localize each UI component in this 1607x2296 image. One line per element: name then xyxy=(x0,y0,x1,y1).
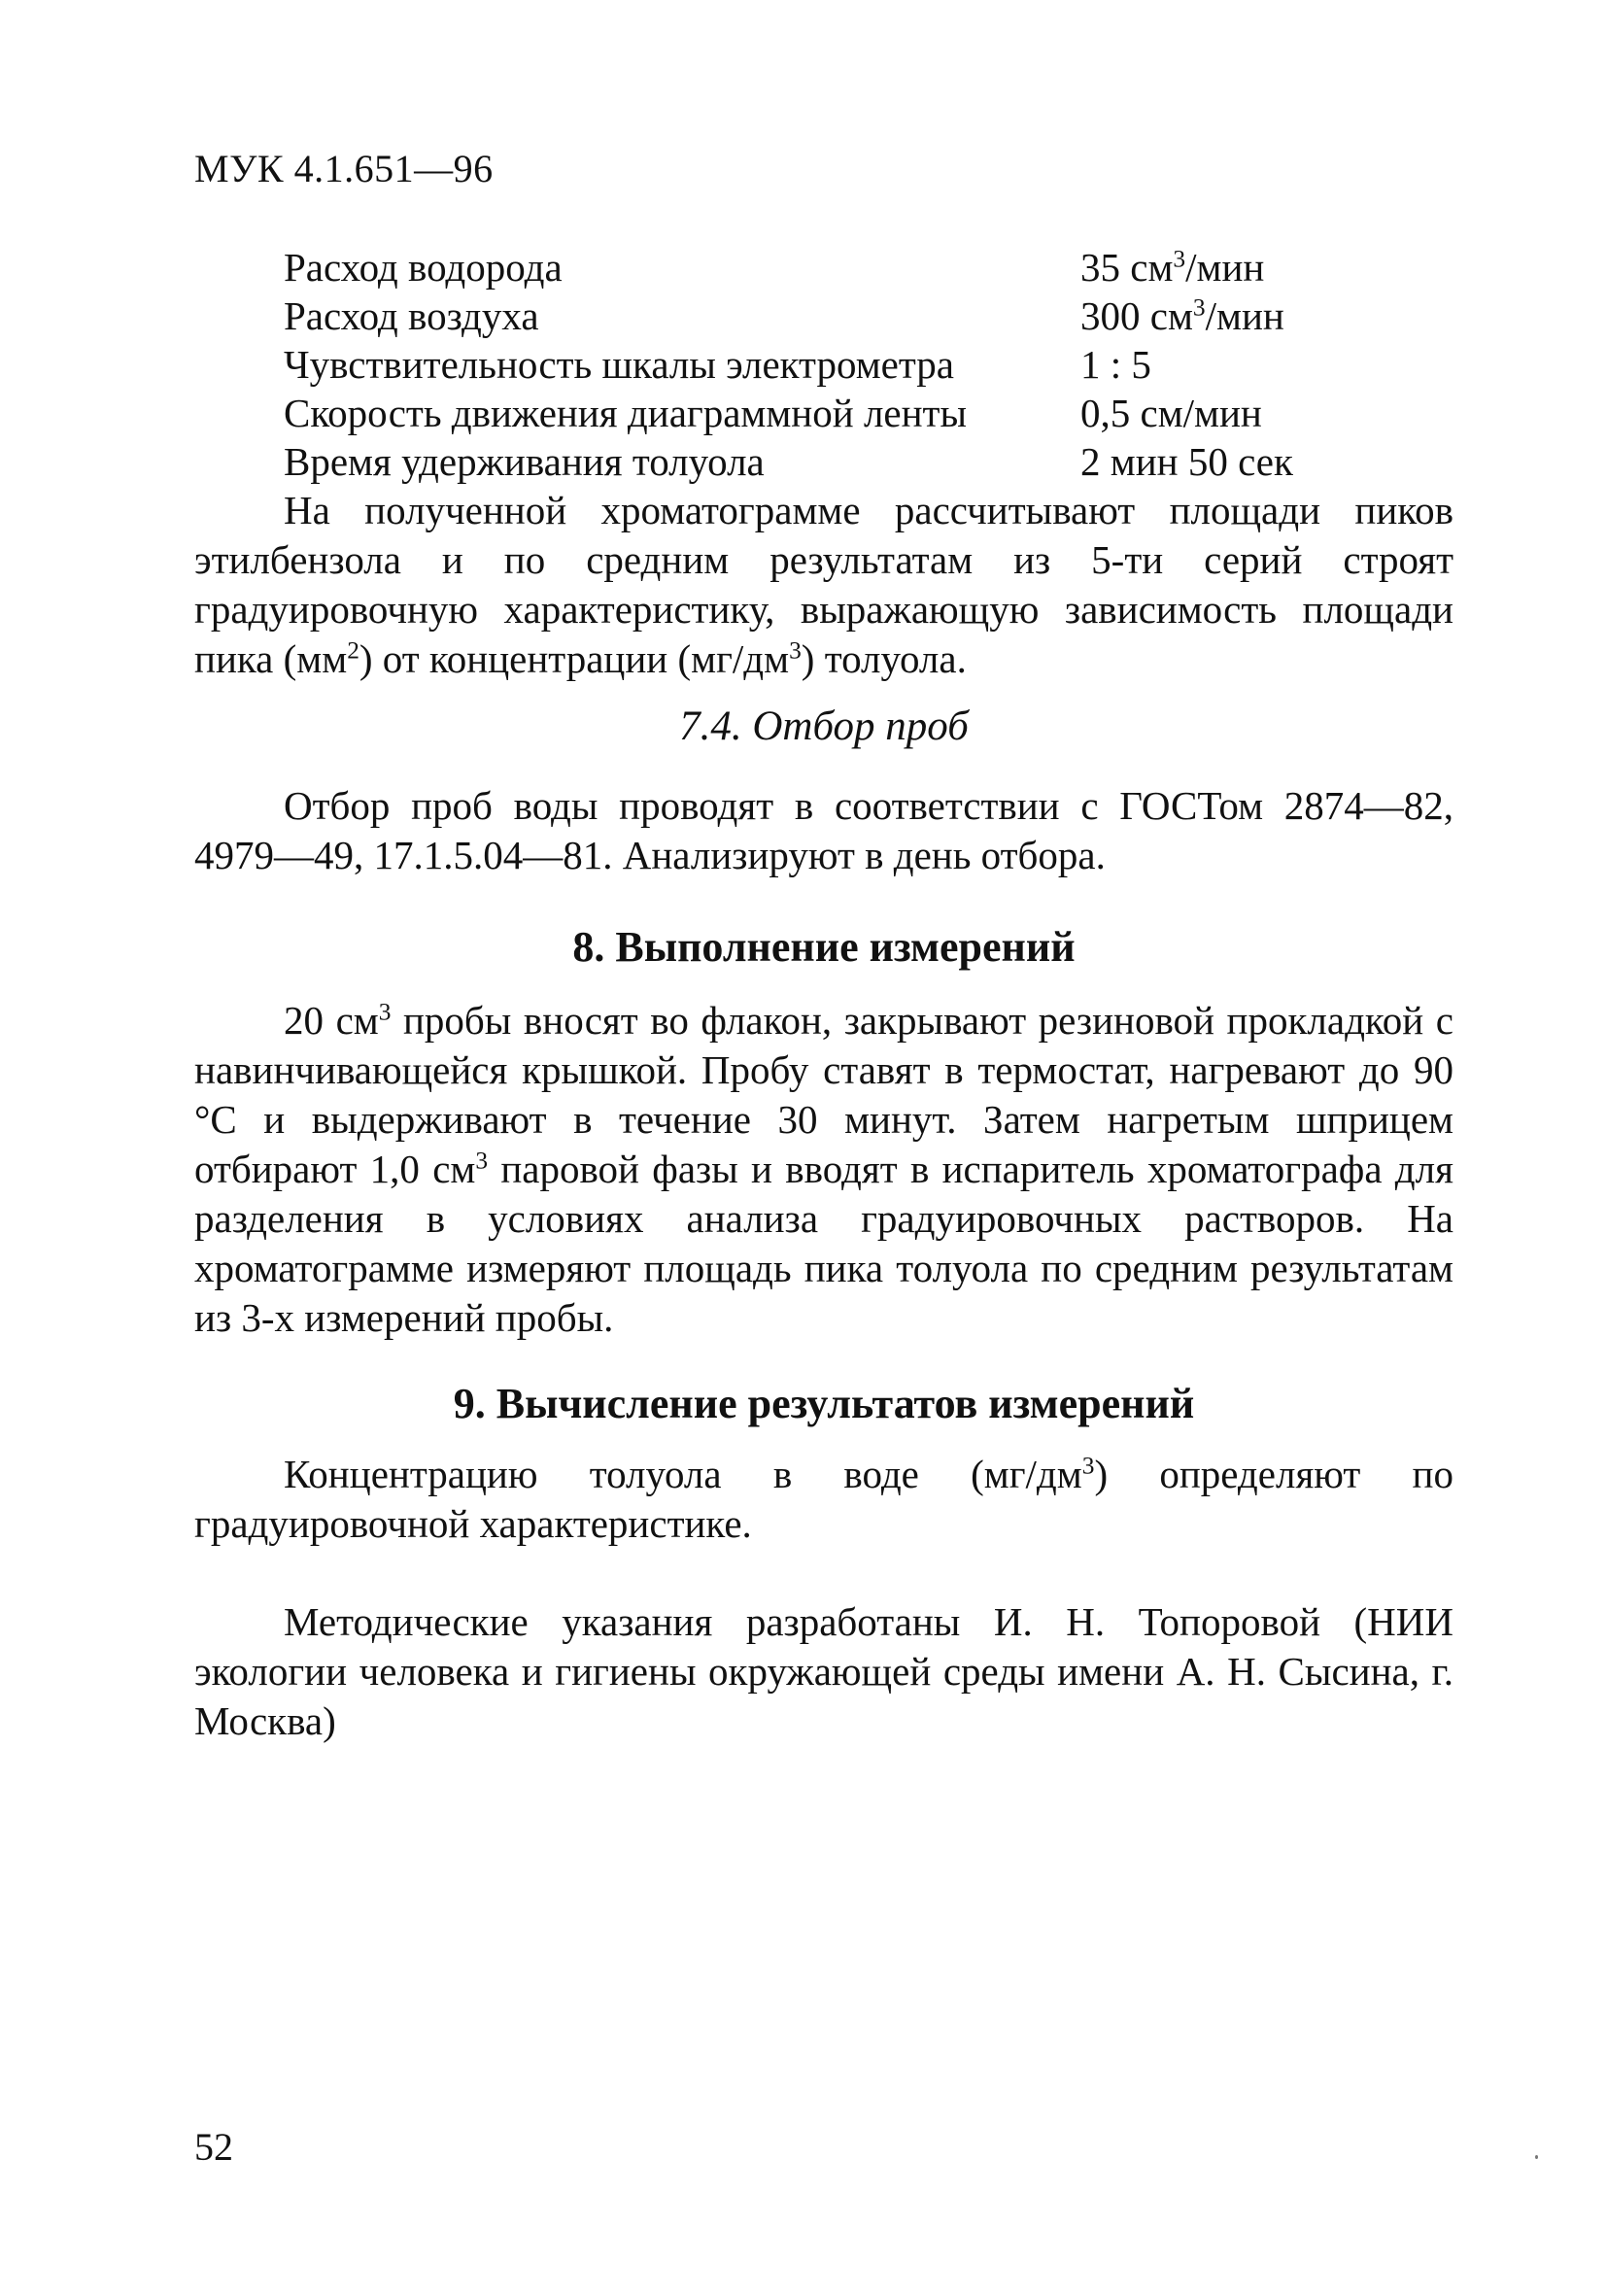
credits-paragraph: Методические указания разработаны И. Н. Топоровой (НИИ экологии человека и гигиены окружающей среды имени А. Н. Сысина, г. Москва) xyxy=(194,1599,1453,1743)
parameter-label: Скорость движения диаграммной ленты xyxy=(284,391,968,435)
parameter-value: 0,5 см/мин xyxy=(1080,391,1262,435)
calibration-paragraph: На полученной хроматограмме рассчитывают площади пиков этилбензола и по средним результатам из 5-ти серий строят градуировочную характеристику, выражающую зависимость площади пика $(мм^2)$ от концентрации $(мг/дм^3)$ толуола. xyxy=(194,488,1453,681)
parameter-row xyxy=(284,389,1450,437)
page-number: 52 xyxy=(194,2125,233,2169)
measurement-paragraph: 20 $см^3$ пробы вносят во флакон, закрывают резиновой прокладкой с навинчивающейся крышкой. Пробу ставят в термостат, нагревают до 90 °С и выдерживают в течение 30 минут. Затем нагретым шприцем отбирают 1,0 $см^3$ паровой фазы и вводят в испаритель хроматографа для разделения в условиях анализа градуировочных растворов. На хроматограмме измеряют площадь пика толуола по средним результатам из 3-х измерений пробы. xyxy=(194,998,1453,1340)
sampling-paragraph: Отбор проб воды проводят в соответствии с ГОСТом 2874—82, 4979—49, 17.1.5.04—81. Анализируют в день отбора. xyxy=(194,783,1453,877)
parameter-row xyxy=(284,243,1450,291)
parameter-label: Время удерживания толуола xyxy=(284,439,765,484)
parameter-label: Расход воздуха xyxy=(284,293,539,338)
section-8-heading: 8. Выполнение измерений xyxy=(572,923,1076,971)
parameter-list xyxy=(284,243,1450,486)
parameter-value: 300 $см^3$/мин xyxy=(1080,293,1284,338)
parameter-label: Чувствительность шкалы электрометра xyxy=(284,342,954,387)
calculation-paragraph: Концентрацию толуола в воде $(мг/дм^3)$ определяют по градуировочной характеристике. xyxy=(194,1452,1453,1546)
section-7-4-heading: 7.4. Отбор проб xyxy=(679,703,969,749)
parameter-value: 35 $см^3$/мин xyxy=(1080,245,1265,290)
parameter-value: 2 мин 50 сек xyxy=(1080,439,1293,484)
parameter-row xyxy=(284,340,1450,389)
parameter-row xyxy=(284,291,1450,340)
scan-speck xyxy=(1535,2155,1538,2159)
parameter-value: 1 : 5 xyxy=(1080,342,1151,387)
parameter-row xyxy=(284,437,1450,486)
running-title: МУК 4.1.651—96 xyxy=(194,147,494,190)
parameter-label: Расход водорода xyxy=(284,245,563,290)
section-9-heading: 9. Вычисление результатов измерений xyxy=(453,1380,1195,1427)
